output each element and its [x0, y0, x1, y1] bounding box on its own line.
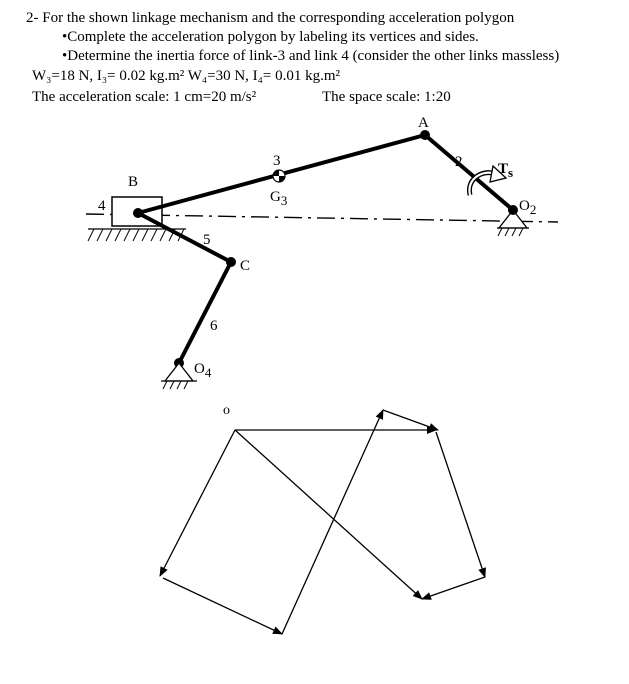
- label-link-3: 3: [273, 153, 281, 169]
- joint-b: [133, 208, 143, 218]
- center-of-mass-g3: [273, 170, 285, 182]
- bullet-complete-polygon: •Complete the acceleration polygon by labeling its vertices and sides.: [62, 29, 479, 45]
- polygon-vector-3: [235, 430, 422, 599]
- ground-support-o4: [161, 363, 197, 389]
- link-6: [179, 262, 231, 363]
- bullet-inertia-force: •Determine the inertia force of link-3 and link 4 (consider the other links massless): [62, 48, 560, 64]
- joint-o2: [508, 205, 518, 215]
- given-values: W₃=18 N, I₃= 0.02 kg.m² W₄=30 N, I₄= 0.01 kg.m²: [32, 68, 341, 84]
- problem-title: 2- For the shown linkage mechanism and the corresponding acceleration polygon: [26, 10, 515, 26]
- label-ts: Ts: [498, 161, 514, 180]
- label-link-2: 2: [455, 154, 463, 170]
- link-5: [138, 213, 231, 262]
- label-b: B: [128, 174, 139, 190]
- acceleration-polygon: [160, 410, 485, 634]
- label-o2: O2: [519, 198, 537, 217]
- polygon-vector-4: [163, 578, 282, 634]
- label-g3: G3: [270, 189, 288, 208]
- polygon-vector-5: [282, 410, 383, 634]
- polygon-vector-7: [436, 432, 485, 577]
- joint-c: [226, 257, 236, 267]
- label-o4: O4: [194, 361, 212, 380]
- joint-a: [420, 130, 430, 140]
- polygon-origin-label: o: [223, 403, 230, 418]
- label-link-6: 6: [210, 318, 218, 334]
- polygon-vector-2: [160, 430, 235, 576]
- space-scale: The space scale: 1:20: [322, 89, 451, 105]
- polygon-vector-6: [383, 410, 438, 430]
- label-link-4: 4: [98, 198, 106, 214]
- label-link-5: 5: [203, 232, 211, 248]
- label-a: A: [418, 115, 429, 131]
- label-c: C: [240, 258, 251, 274]
- acceleration-scale: The acceleration scale: 1 cm=20 m/s²: [32, 89, 257, 105]
- polygon-vector-8: [422, 577, 485, 599]
